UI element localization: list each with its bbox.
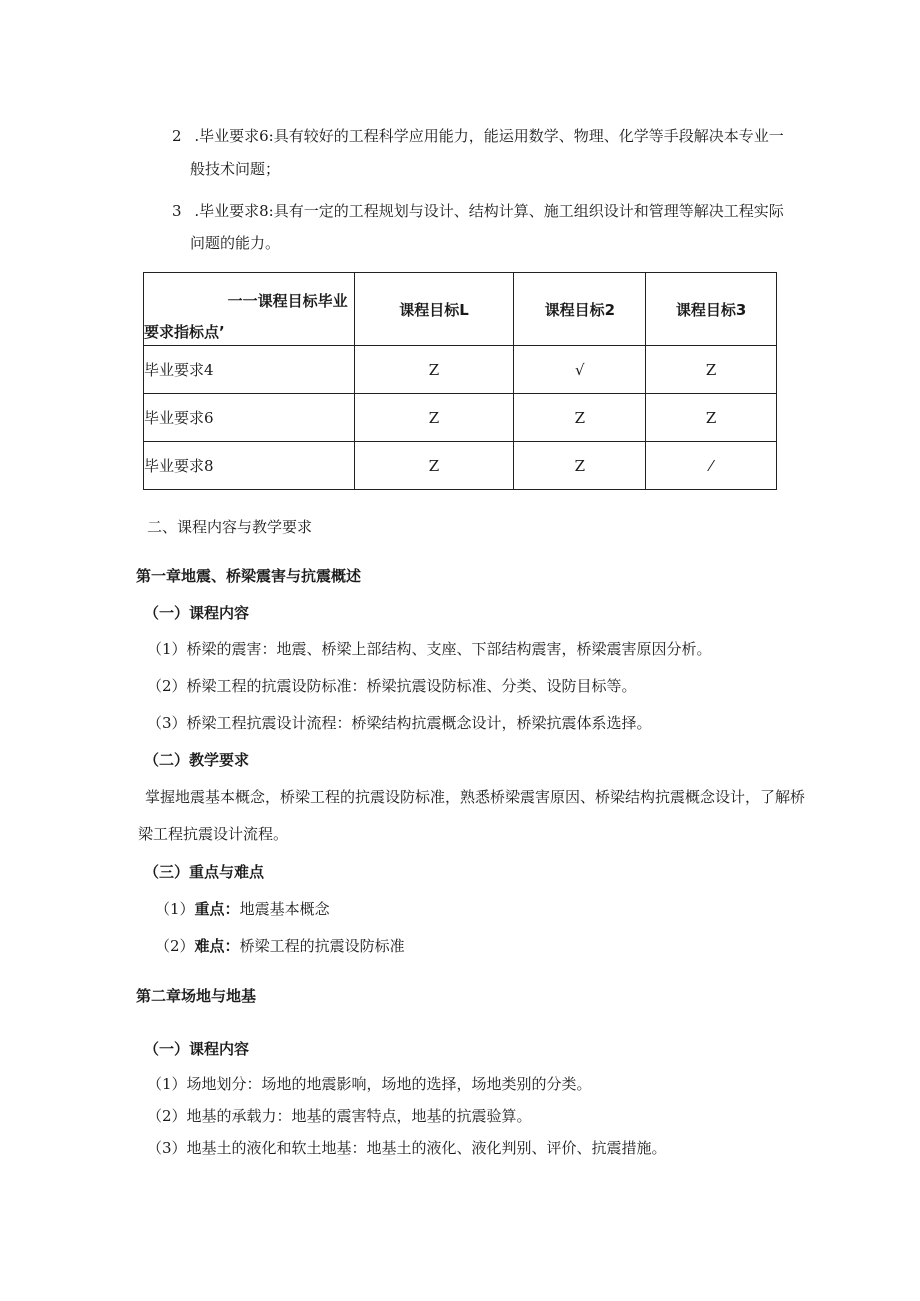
list-item: （1）桥梁的震害：地震、桥梁上部结构、支座、下部结构震害，桥梁震害原因分析。 xyxy=(147,640,712,658)
chapter-1-title: 第一章地震、桥梁震害与抗震概述 xyxy=(136,567,362,585)
chapter-1-teaching-heading: （二）教学要求 xyxy=(144,751,250,769)
table-cell: Z xyxy=(514,394,646,442)
key-point-text: 地震基本概念 xyxy=(239,900,330,918)
table-header-row xyxy=(144,273,777,346)
row-label: 毕业要求6 xyxy=(144,394,355,442)
difficulty-item xyxy=(155,936,405,956)
section-title: 二、课程内容与教学要求 xyxy=(147,518,313,536)
difficulty-text: 桥梁工程的抗震设防标准 xyxy=(239,937,405,955)
row-label: 毕业要求8 xyxy=(144,442,355,490)
requirement-item-6 xyxy=(172,126,784,146)
table-cell: Z xyxy=(354,442,514,490)
course-goal-matrix xyxy=(143,272,777,490)
requirement-text: .毕业要求6:具有较好的工程科学应用能力，能运用数学、物理、化学等手段解决本专业一 xyxy=(194,127,784,145)
table-row xyxy=(144,346,777,394)
corner-label-bottom: 要求指标点’ xyxy=(144,323,225,341)
requirement-item-8-continued: 问题的能力。 xyxy=(190,234,281,252)
list-item: （2）桥梁工程的抗震设防标准：桥梁抗震设防标准、分类、设防目标等。 xyxy=(147,677,637,695)
table-cell: ⁄ xyxy=(646,442,777,490)
corner-label-top: 一一课程目标毕业 xyxy=(227,292,348,310)
chapter-1-content-heading: （一）课程内容 xyxy=(144,604,250,622)
table-cell: Z xyxy=(354,394,514,442)
teaching-paragraph-line-2: 梁工程抗震设计流程。 xyxy=(138,825,289,843)
requirement-item-8 xyxy=(172,201,784,221)
key-point-prefix: （1） xyxy=(155,900,195,918)
requirement-number: 3 xyxy=(172,202,182,220)
list-item: （2）地基的承载力：地基的震害特点，地基的抗震验算。 xyxy=(147,1107,532,1125)
key-point-item xyxy=(155,899,330,919)
table-cell: Z xyxy=(354,346,514,394)
table-cell: Z xyxy=(646,346,777,394)
table-corner-cell xyxy=(144,273,355,346)
column-header-goal-2: 课程目标2 xyxy=(514,273,646,346)
teaching-paragraph-line-1: 掌握地震基本概念，桥梁工程的抗震设防标准，熟悉桥梁震害原因、桥梁结构抗震概念设计，了解桥 xyxy=(145,788,806,806)
list-item: （3）地基土的液化和软土地基：地基土的液化、液化判别、评价、抗震措施。 xyxy=(147,1139,667,1157)
requirement-item-6-continued: 般技术问题； xyxy=(190,160,281,178)
column-header-goal-1: 课程目标L xyxy=(354,273,514,346)
column-header-goal-3: 课程目标3 xyxy=(646,273,777,346)
row-label: 毕业要求4 xyxy=(144,346,355,394)
list-item: （1）场地划分：场地的地震影响，场地的选择，场地类别的分类。 xyxy=(147,1075,592,1093)
difficulty-prefix: （2） xyxy=(155,937,195,955)
table-cell: √ xyxy=(514,346,646,394)
chapter-2-content-heading: （一）课程内容 xyxy=(144,1040,250,1058)
chapter-1-key-heading: （三）重点与难点 xyxy=(144,863,265,881)
table-row xyxy=(144,394,777,442)
difficulty-label: 难点： xyxy=(194,937,240,955)
table-cell: Z xyxy=(514,442,646,490)
key-point-label: 重点： xyxy=(194,900,240,918)
table-cell: Z xyxy=(646,394,777,442)
list-item: （3）桥梁工程抗震设计流程：桥梁结构抗震概念设计，桥梁抗震体系选择。 xyxy=(147,714,652,732)
chapter-2-title: 第二章场地与地基 xyxy=(136,987,257,1005)
table-row xyxy=(144,442,777,490)
requirement-number: 2 xyxy=(172,127,182,145)
requirement-text: .毕业要求8:具有一定的工程规划与设计、结构计算、施工组织设计和管理等解决工程实际 xyxy=(194,202,784,220)
